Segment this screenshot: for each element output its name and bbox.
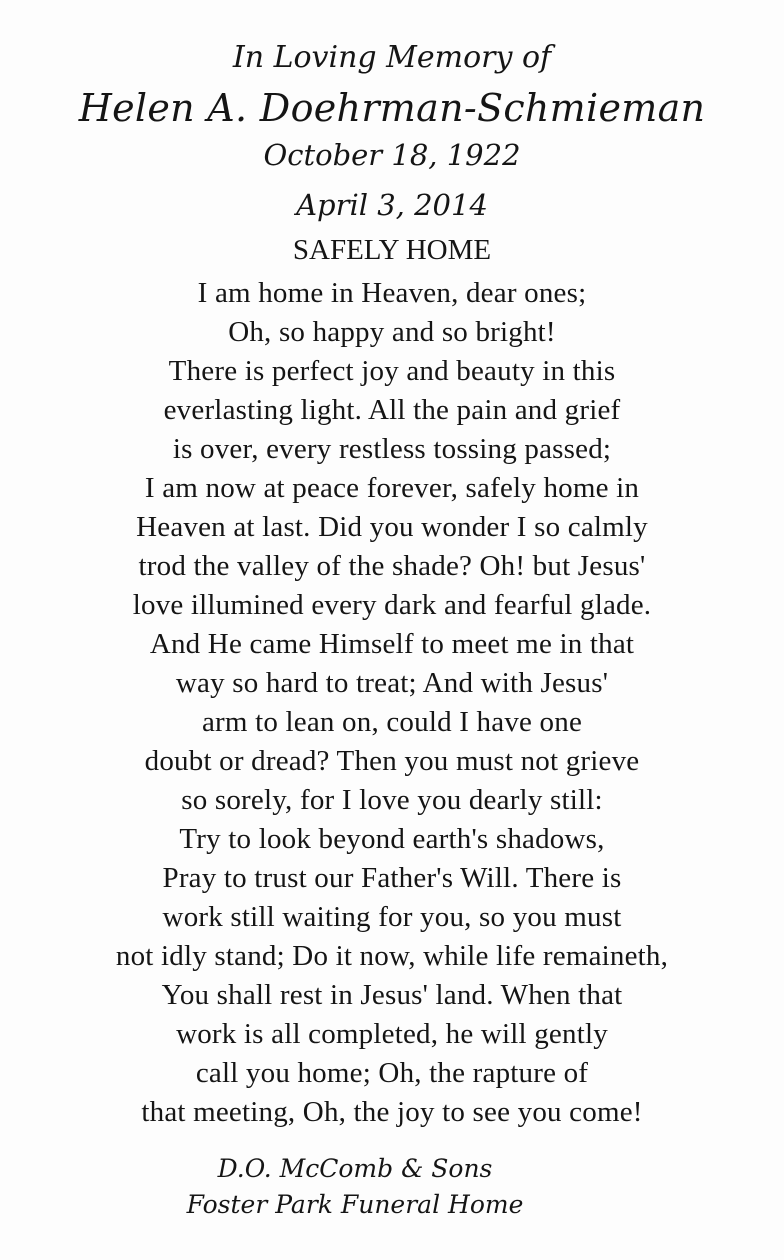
poem-line: You shall rest in Jesus' land. When that xyxy=(161,979,623,1011)
poem-line: that meeting, Oh, the joy to see you come! xyxy=(141,1096,643,1128)
poem-line: I am home in Heaven, dear ones; xyxy=(197,277,587,309)
poem-line: love illumined every dark and fearful glade. xyxy=(132,589,652,621)
poem-line: is over, every restless tossing passed; xyxy=(172,433,612,465)
funeral-home-name: Foster Park Funeral Home xyxy=(186,1190,524,1219)
poem-line: so sorely, for I love you dearly still: xyxy=(181,784,603,816)
poem-line: doubt or dread? Then you must not grieve xyxy=(144,745,640,777)
poem-line: trod the valley of the shade? Oh! but Jesus' xyxy=(138,550,646,582)
poem-line: way so hard to treat; And with Jesus' xyxy=(175,667,609,699)
poem-line: Pray to trust our Father's Will. There is xyxy=(162,862,622,894)
poem-body xyxy=(0,274,784,1132)
poem-line: arm to lean on, could I have one xyxy=(201,706,583,738)
poem-line: work still waiting for you, so you must xyxy=(162,901,622,933)
poem-line: Oh, so happy and so bright! xyxy=(228,316,556,348)
poem-line: And He came Himself to meet me in that xyxy=(149,628,635,660)
deceased-name: Helen A. Doehrman-Schmieman xyxy=(78,86,706,130)
birth-date: October 18, 1922 xyxy=(263,138,521,172)
poem-line: everlasting light. All the pain and grief xyxy=(163,394,621,426)
poem-line: call you home; Oh, the rapture of xyxy=(195,1057,589,1089)
death-date: April 3, 2014 xyxy=(296,188,488,222)
poem-line: I am now at peace forever, safely home in xyxy=(144,472,640,504)
poem-line: not idly stand; Do it now, while life remaineth, xyxy=(115,940,669,972)
poem-line: Try to look beyond earth's shadows, xyxy=(179,823,605,855)
poem-line: There is perfect joy and beauty in this xyxy=(168,355,616,387)
poem-line: work is all completed, he will gently xyxy=(176,1018,608,1050)
poem-line: Heaven at last. Did you wonder I so calmly xyxy=(136,511,648,543)
memorial-intro: In Loving Memory of xyxy=(232,40,552,75)
funeral-home-owner: D.O. McComb & Sons xyxy=(217,1154,493,1183)
poem-title: SAFELY HOME xyxy=(292,234,492,266)
